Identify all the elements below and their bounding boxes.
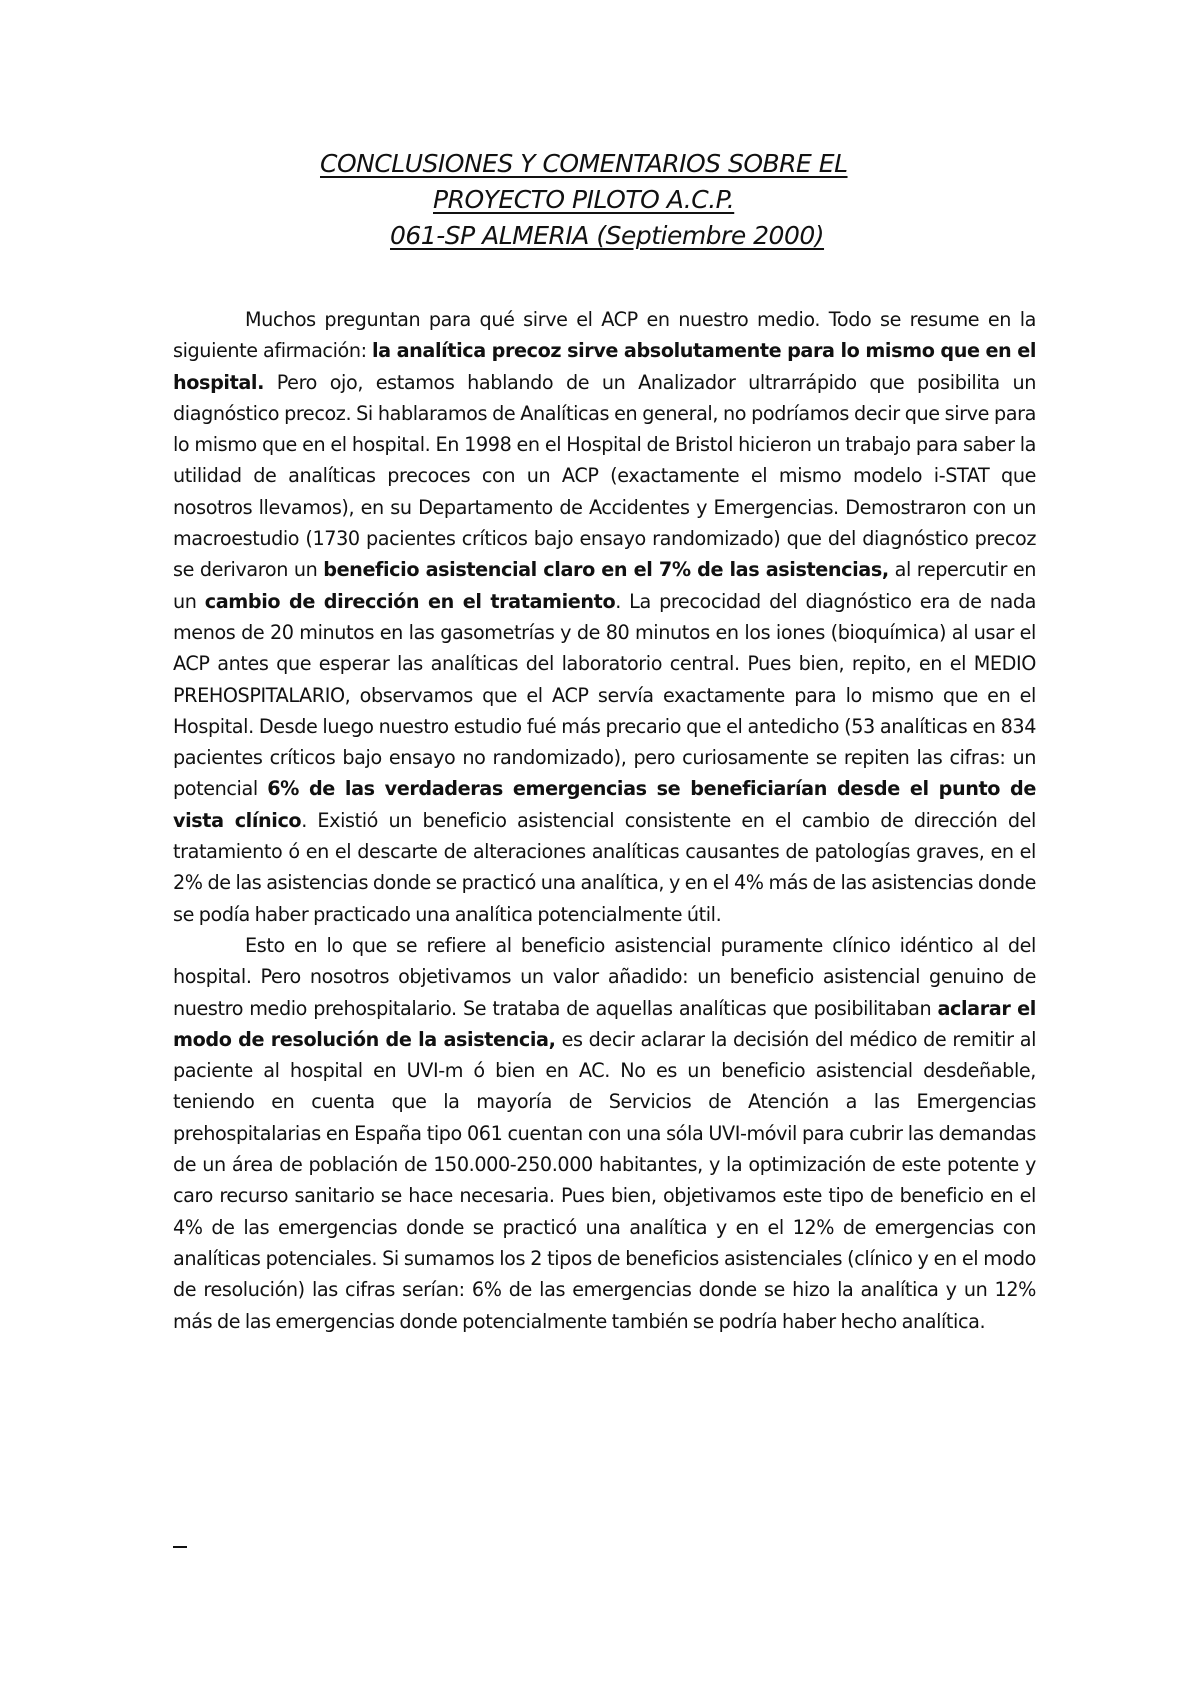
- trailing-dash-mark: [173, 1546, 187, 1548]
- title-line-3: 061-SP ALMERIA (Septiembre 2000): [390, 221, 825, 250]
- title-line-1: CONCLUSIONES Y COMENTARIOS SOBRE EL: [320, 149, 848, 178]
- paragraph-2-text-2: es decir aclarar la decisión del médico de remitir al paciente al hospital en UVI-m ó bien en AC. No es un beneficio asistencial desdeñable, teniendo en cuenta que la mayoría de Servicios de Atención a las Emergencias prehospitalarias en España tipo 061 cuentan con una sóla UVI-móvil para cubrir las demandas de un área de población de 150.000-250.000 habitantes, y la optimización de este potente y caro recurso sanitario se hace necesaria. Pues bien, objetivamos este tipo de beneficio en el 4% de las emergencias donde se practicó una analítica y en el 12% de emergencias con analíticas potenciales. Si sumamos los 2 tipos de beneficios asistenciales (clínico y en el modo de resolución) las cifras serían: 6% de las emergencias donde se hizo la analítica y un 12% más de las emergencias donde potencialmente también se podría haber hecho analítica.: [173, 1027, 1037, 1333]
- paragraph-1-bold-3: cambio de dirección en el tratamiento: [204, 589, 616, 613]
- paragraph-1-text-3: al repercutir en un: [173, 558, 1036, 613]
- paragraph-1-bold-4: 6% de las verdaderas emergencias se beneficiarían desde el punto de vista clínico: [173, 777, 1036, 832]
- paragraph-1-text-5: . Existió un beneficio asistencial consistente en el cambio de dirección del tratamiento ó en el descarte de alteraciones analíticas causantes de patologías graves, en el 2% de las asistencias donde se practicó una analítica, y en el 4% más de las asistencias donde se podía haber practicado una analítica potencialmente útil.: [173, 808, 1036, 926]
- paragraph-1-bold-1: la analítica precoz sirve absolutamente para lo mismo que en el hospital.: [173, 339, 1036, 394]
- paragraph-1: [173, 304, 1036, 930]
- paragraph-1-text-2: Pero ojo, estamos hablando de un Analizador ultrarrápido que posibilita un diagnóstico precoz. Si hablaramos de Analíticas en general, no podríamos decir que sirve para lo mismo que en el hospital. En 1998 en el Hospital de Bristol hicieron un trabajo para saber la utilidad de analíticas precoces con un ACP (exactamente el mismo modelo i-STAT que nosotros llevamos), en su Departamento de Accidentes y Emergencias. Demostraron con un macroestudio (1730 pacientes críticos bajo ensayo randomizado) que del diagnóstico precoz se derivaron un: [173, 370, 1036, 582]
- paragraph-2-text-1: Esto en lo que se refiere al beneficio asistencial puramente clínico idéntico al del hospital. Pero nosotros objetivamos un valor añadido: un beneficio asistencial genuino de nuestro medio prehospitalario. Se trataba de aquellas analíticas que posibilitaban: [173, 933, 1036, 1020]
- paragraph-1-bold-2: beneficio asistencial claro en el 7% de las asistencias,: [323, 558, 889, 582]
- title-line-2: PROYECTO PILOTO A.C.P.: [433, 185, 735, 214]
- paragraph-2: [173, 930, 1036, 1337]
- paragraph-1-text-4: . La precocidad del diagnóstico era de nada menos de 20 minutos en las gasometrías y de 80 minutos en los iones (bioquímica) al usar el ACP antes que esperar las analíticas del laboratorio central. Pues bien, repito, en el MEDIO PREHOSPITALARIO, observamos que el ACP servía exactamente para lo mismo que en el Hospital. Desde luego nuestro estudio fué más precario que el antedicho (53 analíticas en 834 pacientes críticos bajo ensayo no randomizado), pero curiosamente se repiten las cifras: un potencial: [173, 589, 1036, 801]
- paragraph-2-bold-1: aclarar el modo de resolución de la asistencia,: [173, 996, 1036, 1051]
- paragraph-1-text-1: Muchos preguntan para qué sirve el ACP en nuestro medio. Todo se resume en la siguiente afirmación:: [173, 308, 1036, 363]
- document-body: [173, 304, 1036, 1337]
